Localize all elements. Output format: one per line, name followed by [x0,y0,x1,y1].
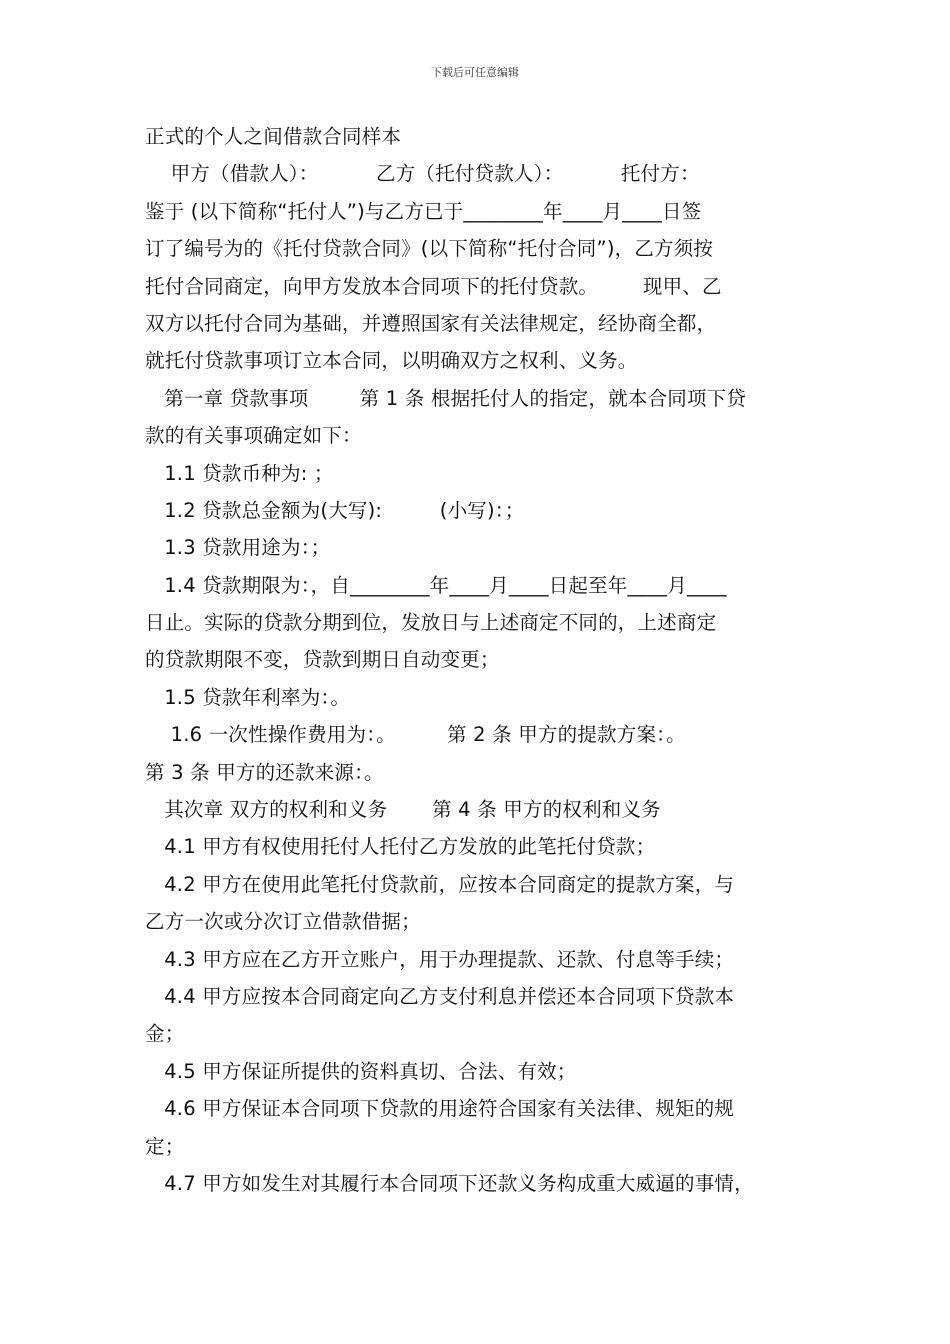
clause-line: 1.2 贷款总金额为(大写): (小写)：； [145,498,525,522]
clause-line: 1.4 贷款期限为：，自________年____月____日起至年____月____ [145,573,727,597]
text-line: 款的有关事项确定如下： [145,424,362,448]
text-line: 定； [145,1134,185,1158]
chapter-heading-line: 其次章 双方的权利和义务 第 4 条 甲方的权利和义务 [145,798,661,822]
clause-line: 4.4 甲方应按本合同商定向乙方支付利息并偿还本合同项下贷款本 [145,984,735,1008]
text-line: 就托付贷款事项订立本合同，以明确双方之权利、义务。 [145,349,638,373]
text-line: 甲方（借款人）： 乙方（托付贷款人）： 托付方： [145,162,700,186]
clause-line: 4.2 甲方在使用此笔托付贷款前，应按本合同商定的提款方案，与 [145,872,735,896]
chapter-heading-line: 第一章 贷款事项 第 1 条 根据托付人的指定，就本合同项下贷 [145,386,747,410]
clause-line: 4.7 甲方如发生对其履行本合同项下还款义务构成重大威逼的事情， [145,1171,754,1195]
clause-line: 4.5 甲方保证所提供的资料真切、合法、有效； [145,1059,577,1083]
text-line: 托付合同商定，向甲方发放本合同项下的托付贷款。 现甲、乙 [145,274,722,298]
text-line: 鉴于 (以下简称“托付人”)与乙方已于________年____月____日签 [145,199,702,223]
document-title: 正式的个人之间借款合同样本 [145,125,402,148]
document-body [145,118,810,1202]
clause-line: 4.3 甲方应在乙方开立账户，用于办理提款、还款、付息等手续； [145,947,735,971]
text-line: 乙方一次或分次订立借款借据； [145,910,421,934]
clause-line: 4.6 甲方保证本合同项下贷款的用途符合国家有关法律、规矩的规 [145,1097,735,1121]
page-header-note: 下载后可任意编辑 [431,66,519,79]
text-line: 日止。实际的贷款分期到位，发放日与上述商定不同的，上述商定 [145,611,717,635]
text-line: 金； [145,1022,185,1046]
clause-line: 1.6 一次性操作费用为：。 第 2 条 甲方的提款方案：。 [145,723,686,747]
text-line: 的贷款期限不变，贷款到期日自动变更； [145,648,500,672]
clause-line: 1.5 贷款年利率为：。 [145,685,351,709]
clause-line: 4.1 甲方有权使用托付人托付乙方发放的此笔托付贷款； [145,835,656,859]
text-line: 双方以托付合同为基础，并遵照国家有关法律规定，经协商全都， [145,311,717,335]
text-line: 订了编号为的《托付贷款合同》(以下简称“托付合同”)，乙方须按 [145,237,714,261]
clause-line: 1.1 贷款币种为: ； [145,461,334,485]
clause-line: 1.3 贷款用途为：； [145,536,331,560]
text-line: 第 3 条 甲方的还款来源：。 [145,760,384,784]
